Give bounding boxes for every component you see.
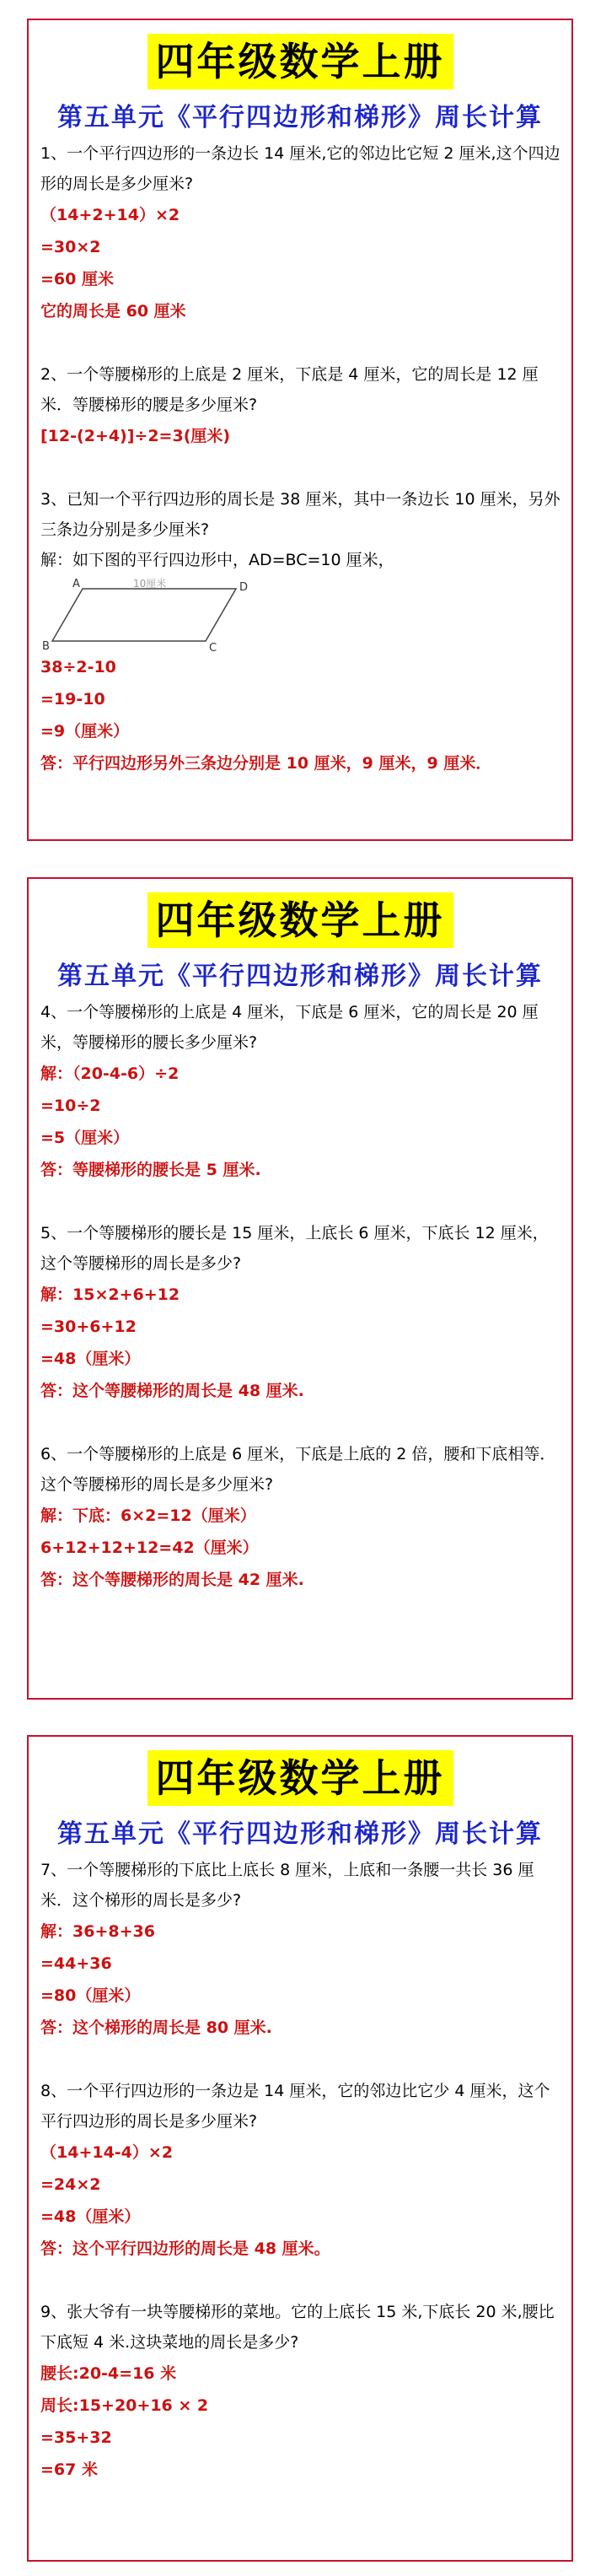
problem-7-step-3: =80（厘米） (40, 1986, 141, 2005)
problem-8-answer: 答：这个平行四边形的周长是 48 厘米。 (40, 2239, 330, 2258)
problem-3-answer: 答：平行四边形另外三条边分别是 10 厘米，9 厘米，9 厘米． (40, 754, 492, 773)
problem-6-step-1: 解：下底：6×2=12（厘米） (40, 1506, 256, 1525)
problem-3-question: 3、已知一个平行四边形的周长是 38 厘米，其中一条边长 10 厘米，另外三条边分别是多少厘米? (40, 490, 560, 539)
parallelogram-diagram (40, 579, 260, 651)
problem-1-step-1: （14+2+14）×2 (40, 206, 180, 224)
vertex-d-label: D (239, 581, 249, 594)
problem-7-step-1: 解：36+8+36 (40, 1922, 155, 1941)
problem-9-step-1: 腰长:20-4=16 米 (40, 2364, 177, 2383)
problem-5-step-1: 解：15×2+6+12 (40, 1285, 180, 1304)
vertex-c-label: C (209, 642, 217, 651)
problem-3-step-1: 38÷2-10 (40, 658, 116, 676)
problem-4-step-2: =10÷2 (40, 1097, 101, 1115)
problem-8-question: 8、一个平行四边形的一条边是 14 厘米，它的邻边比它少 4 厘米，这个平行四边形的周长是多少厘米? (40, 2082, 550, 2131)
problem-5-question: 5、一个等腰梯形的腰长是 15 厘米，上底长 6 厘米，下底长 12 厘米，这个等腰梯形的周长是多少? (40, 1224, 549, 1273)
problem-3-step-3: =9（厘米） (40, 722, 130, 741)
parallelogram-figure (40, 579, 571, 651)
problem-2-solution: [12-(2+4)]÷2=3(厘米) (40, 427, 231, 445)
problem-6-question: 6、一个等腰梯形的上底是 6 厘米，下底是上底的 2 倍，腰和下底相等．这个等腰梯形的周长是多少厘米? (40, 1445, 556, 1494)
problem-7-step-2: =44+36 (40, 1954, 112, 1973)
problem-1-question: 1、一个平行四边形的一条边长 14 厘米,它的邻边比它短 2 厘米,这个四边形的周长是多少厘米? (40, 144, 560, 193)
problem-6-step-2: 6+12+12+12=42（厘米） (40, 1539, 259, 1557)
problem-5-answer: 答：这个等腰梯形的周长是 48 厘米. (40, 1382, 304, 1400)
problem-9-answer: =67 米 (40, 2460, 98, 2479)
worksheet-card-1 (27, 19, 573, 841)
worksheet-card-2 (27, 877, 573, 1700)
worksheet-card-3 (27, 1735, 573, 2562)
problem-8-step-2: =24×2 (40, 2175, 101, 2194)
problem-3-intro: 解：如下图的平行四边形中，AD=BC=10 厘米， (40, 551, 394, 569)
problem-5-step-2: =30+6+12 (40, 1318, 137, 1336)
problem-9-step-3: =35+32 (40, 2428, 112, 2447)
problem-5-step-3: =48（厘米） (40, 1350, 141, 1368)
vertex-b-label: B (42, 640, 50, 651)
parallelogram-shape (52, 589, 236, 641)
problem-7-question: 7、一个等腰梯形的下底比上底长 8 厘米，上底和一条腰一共长 36 厘米．这个梯形的周长是多少? (40, 1861, 534, 1910)
problem-8-step-1: （14+14-4）×2 (40, 2143, 174, 2162)
problem-6-answer: 答：这个等腰梯形的周长是 42 厘米. (40, 1571, 304, 1589)
vertex-a-label: A (72, 579, 80, 590)
problem-3-step-2: =19-10 (40, 690, 105, 709)
card-subtitle: 第五单元《平行四边形和梯形》周长计算 (57, 103, 543, 132)
problem-4-question: 4、一个等腰梯形的上底是 4 厘米，下底是 6 厘米，它的周长是 20 厘米，等腰梯形的腰长多少厘米? (40, 1003, 539, 1052)
problem-4-step-3: =5（厘米） (40, 1129, 130, 1147)
problem-9-step-2: 周长:15+20+16 × 2 (40, 2396, 209, 2415)
problem-4-step-1: 解：（20-4-6）÷2 (40, 1064, 180, 1083)
problem-7-answer: 答：这个梯形的周长是 80 厘米. (40, 2018, 272, 2037)
problem-1-step-2: =30×2 (40, 238, 101, 256)
problem-9-question: 9、张大爷有一块等腰梯形的菜地。它的上底长 15 米,下底长 20 米,腰比下底短 4 米.这块菜地的周长是多少? (40, 2303, 555, 2352)
card-title: 四年级数学上册 (147, 34, 453, 89)
problem-8-step-3: =48（厘米） (40, 2207, 141, 2226)
problem-1-step-3: =60 厘米 (40, 270, 114, 288)
problem-2-question: 2、一个等腰梯形的上底是 2 厘米，下底是 4 厘米，它的周长是 12 厘米．等腰梯形的腰是多少厘米? (40, 365, 539, 414)
card-subtitle: 第五单元《平行四边形和梯形》周长计算 (57, 962, 543, 991)
problem-1-answer: 它的周长是 60 厘米 (40, 302, 186, 321)
card-title: 四年级数学上册 (147, 1750, 453, 1806)
problem-4-answer: 答：等腰梯形的腰长是 5 厘米. (40, 1161, 261, 1179)
card-title: 四年级数学上册 (147, 892, 453, 948)
card-subtitle: 第五单元《平行四边形和梯形》周长计算 (57, 1819, 543, 1849)
side-length-label: 10厘米 (133, 579, 167, 590)
